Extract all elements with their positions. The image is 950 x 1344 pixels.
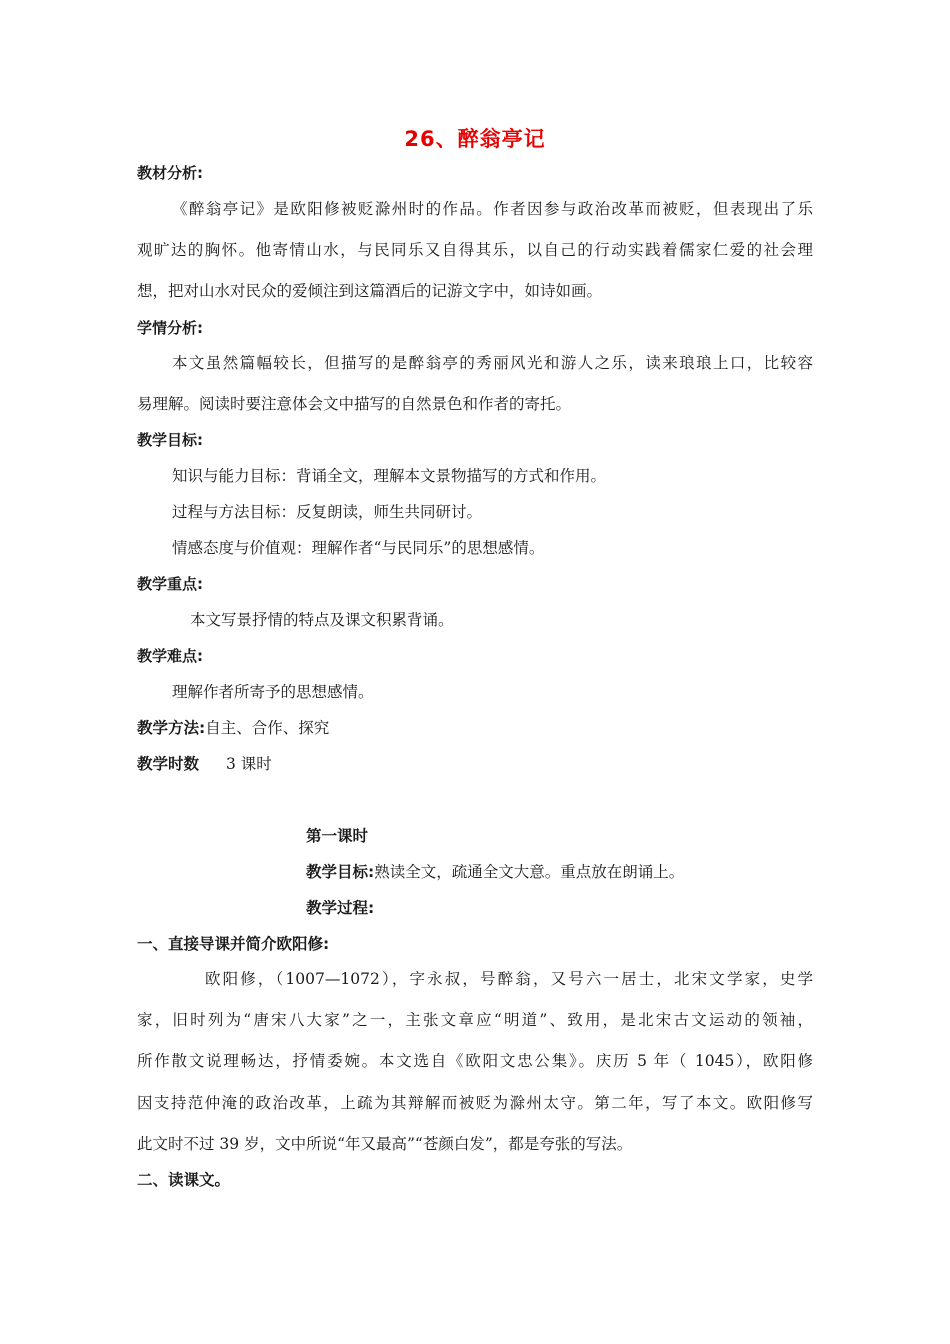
section-heading-textbook-analysis: 教材分析: (137, 164, 203, 182)
teaching-method-label: 教学方法: (137, 719, 206, 737)
paragraph-line: 易理解。阅读时要注意体会文中描写的自然景色和作者的寄托。 (137, 395, 572, 413)
part-heading-introduction: 一、直接导课并简介欧阳修: (137, 935, 330, 953)
teaching-hours-text: 3 课时 (226, 755, 272, 773)
lesson-goal-row (306, 862, 684, 882)
paragraph-line: 本文虽然篇幅较长，但描写的是醉翁亭的秀丽风光和游人之乐，读来琅琅上口，比较容 (172, 354, 813, 372)
page-title: 26、醉翁亭记 (404, 127, 546, 151)
teaching-hours-row (137, 754, 272, 774)
paragraph-line: 观旷达的胸怀。他寄情山水，与民同乐又自得其乐，以自己的行动实践着儒家仁爱的社会理 (137, 241, 813, 259)
lesson-goal-text: 熟读全文，疏通全文大意。重点放在朗诵上。 (374, 863, 685, 881)
teaching-hours-label: 教学时数 (137, 755, 200, 773)
goal-item: 过程与方法目标：反复朗读，师生共同研讨。 (172, 503, 483, 521)
part-heading-read-text: 二、读课文。 (137, 1171, 231, 1189)
section-heading-key-points: 教学重点: (137, 575, 203, 593)
key-points-text: 本文写景抒情的特点及课文积累背诵。 (190, 611, 454, 629)
paragraph-line: 想，把对山水对民众的爱倾注到这篇酒后的记游文字中，如诗如画。 (137, 282, 603, 300)
lesson-process-label: 教学过程: (306, 899, 375, 917)
paragraph-line: 因支持范仲淹的政治改革，上疏为其辩解而被贬为滁州太守。第二年，写了本文。欧阳修写 (137, 1094, 813, 1112)
paragraph-line: 家，旧时列为“唐宋八大家”之一，主张文章应“明道”、致用，是北宋古文运动的领袖， (137, 1011, 813, 1029)
lesson-title: 第一课时 (306, 827, 369, 845)
goal-item: 情感态度与价值观：理解作者“与民同乐”的思想感情。 (172, 539, 545, 557)
paragraph-line: 所作散文说理畅达，抒情委婉。本文选自《欧阳文忠公集》。庆历 5 年（ 1045），欧阳修 (137, 1052, 813, 1070)
difficulties-text: 理解作者所寄予的思想感情。 (172, 683, 374, 701)
paragraph-line: 欧阳修，（1007—1072），字永叔，号醉翁，又号六一居士，北宋文学家，史学 (205, 970, 813, 988)
paragraph-line: 《醉翁亭记》是欧阳修被贬滁州时的作品。作者因参与政治改革而被贬，但表现出了乐 (172, 200, 813, 218)
section-heading-student-analysis: 学情分析: (137, 319, 203, 337)
teaching-method-row (137, 718, 329, 738)
paragraph-line: 此文时不过 39 岁，文中所说“年又最高”“苍颜白发”，都是夸张的写法。 (137, 1135, 633, 1153)
teaching-method-text: 自主、合作、探究 (205, 719, 330, 737)
lesson-goal-label: 教学目标: (306, 863, 375, 881)
section-heading-teaching-goals: 教学目标: (137, 431, 203, 449)
section-heading-difficulties: 教学难点: (137, 647, 203, 665)
goal-item: 知识与能力目标：背诵全文，理解本文景物描写的方式和作用。 (172, 467, 607, 485)
